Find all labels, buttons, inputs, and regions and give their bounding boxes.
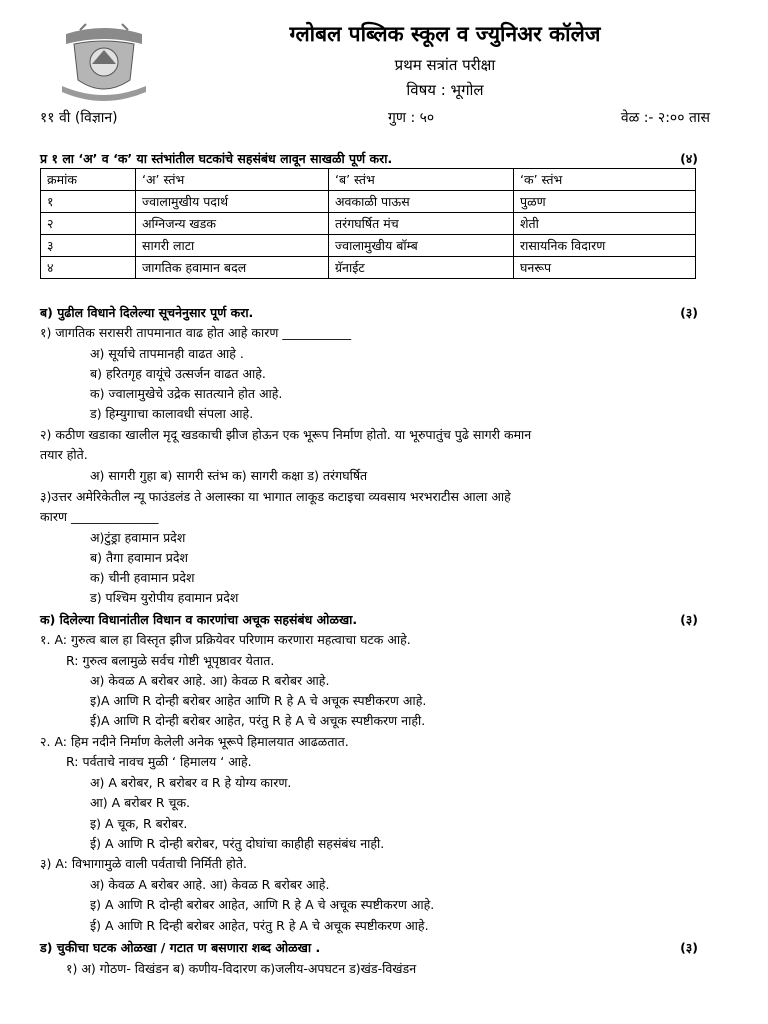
option-line: अ) सागरी गुहा ब) सागरी स्तंभ क) सागरी कक्षा ड) तरंगघर्षित	[90, 468, 368, 483]
school-name: ग्लोबल पब्लिक स्कूल व ज्युनिअर कॉलेज	[289, 22, 601, 46]
q1-heading	[40, 150, 698, 167]
question-line: २) कठीण खडाका खालील मृदू खडकाची झीज होऊन एक भूरूप निर्माण होतो. या भूरुपातुंच पुढे सागरी कमान	[40, 427, 532, 442]
table-cell: घनरूप	[514, 257, 696, 279]
qc-marks: (३)	[680, 612, 698, 627]
table-cell: रासायनिक विदारण	[514, 235, 696, 257]
option-line: इ)A आणि R दोन्ही बरोबर आहेत आणि R हे A चे अचूक स्पष्टीकरण आहे.	[90, 693, 427, 708]
qb-heading	[40, 304, 698, 321]
option-line: ई) A आणि R दोन्ही बरोबर, परंतु दोघांचा काहीही सहसंबंध नाही.	[90, 836, 385, 851]
question-line: ३)उत्तर अमेरिकेतील न्यू फाउंडलंड ते अलास्का या भागात लाकूड कटाइचा व्यवसाय भरभराटीस आला आहे	[40, 489, 511, 504]
question-line: तयार होते.	[40, 447, 88, 462]
table-cell: जागतिक हवामान बदल	[136, 257, 329, 279]
table-cell: १	[41, 191, 136, 213]
table-row	[41, 257, 696, 279]
table-cell: ज्वालामुखीय पदार्थ	[136, 191, 329, 213]
qb-marks: (३)	[680, 305, 698, 320]
table-cell: ग्रॅनाईट	[329, 257, 514, 279]
table-cell: २	[41, 213, 136, 235]
table-cell: शेती	[514, 213, 696, 235]
table-row	[41, 235, 696, 257]
option-line: अ) केवळ A बरोबर आहे. आ) केवळ R बरोबर आहे.	[90, 877, 330, 892]
qc-heading	[40, 611, 698, 628]
option-line: ड) पश्चिम युरोपीय हवामान प्रदेश	[90, 590, 239, 605]
table-cell: पुळण	[514, 191, 696, 213]
question-line: १) जागतिक सरासरी तापमानात वाढ होत आहे कारण ___________	[40, 325, 352, 340]
question-line: १. A: गुरुत्व बाल हा विस्तृत झीज प्रक्रियेवर परिणाम करणारा महत्वाचा घटक आहे.	[40, 632, 411, 647]
exam-name: प्रथम सत्रांत परीक्षा	[394, 56, 496, 74]
table-cell: ३	[41, 235, 136, 257]
table-header: ‘अ’ स्तंभ	[136, 169, 329, 191]
table-header: क्रमांक	[41, 169, 136, 191]
reason-line: R: पर्वताचे नावच मुळी ‘ हिमालय ‘ आहे.	[66, 754, 252, 769]
option-line: इ) A आणि R दोन्ही बरोबर आहेत, आणि R हे A चे अचूक स्पष्टीकरण आहे.	[90, 897, 435, 912]
school-logo	[56, 20, 152, 106]
question-line: ३) A: विभागामुळे वाली पर्वताची निर्मिती होते.	[40, 856, 247, 871]
table-row	[41, 213, 696, 235]
table-header: ‘ब’ स्तंभ	[329, 169, 514, 191]
option-line: ब) तैगा हवामान प्रदेश	[90, 550, 189, 565]
table-header: ‘क’ स्तंभ	[514, 169, 696, 191]
exam-duration: वेळ :- २:०० तास	[620, 110, 710, 126]
table-cell: अवकाळी पाऊस	[329, 191, 514, 213]
table-cell: सागरी लाटा	[136, 235, 329, 257]
option-line: ई) A आणि R दिन्ही बरोबर आहेत, परंतु R हे A चे अचूक स्पष्टीकरण आहे.	[90, 918, 429, 933]
table-cell: ज्वालामुखीय बॉम्ब	[329, 235, 514, 257]
table-cell: ४	[41, 257, 136, 279]
option-line: ब) हरितगृह वायूंचे उत्सर्जन वाढत आहे.	[90, 366, 266, 381]
option-line: क) ज्वालामुखेचे उद्रेक सातत्याने होत आहे.	[90, 386, 283, 401]
question-line: १) अ) गोठण- विखंडन ब) कणीय-विदारण क)जलीय-अपघटन ड)खंड-विखंडन	[66, 961, 417, 976]
table-header-row	[41, 169, 696, 191]
match-table	[40, 168, 696, 279]
qd-title: ड) चुकीचा घटक ओळखा / गटात ण बसणारा शब्द ओळखा .	[40, 940, 321, 955]
option-line: इ) A चूक, R बरोबर.	[90, 816, 188, 831]
option-line: क) चीनी हवामान प्रदेश	[90, 570, 195, 585]
option-line: अ) केवळ A बरोबर आहे. आ) केवळ R बरोबर आहे.	[90, 673, 330, 688]
table-cell: अग्निजन्य खडक	[136, 213, 329, 235]
option-line: ई)A आणि R दोन्ही बरोबर आहेत, परंतु R हे A चे अचूक स्पष्टीकरण नाही.	[90, 713, 426, 728]
qb-title: ब) पुढील विधाने दिलेल्या सूचनेनुसार पूर्ण करा.	[40, 305, 254, 320]
option-line: आ) A बरोबर R चूक.	[90, 795, 191, 810]
option-line: ड) हिम्युगाचा कालावधी संपला आहे.	[90, 406, 254, 421]
q1-marks: (४)	[680, 151, 698, 166]
table-cell: तरंगघर्षित मंच	[329, 213, 514, 235]
qd-marks: (३)	[680, 940, 698, 955]
qd-heading	[40, 939, 698, 956]
option-line: अ) सूर्याचे तापमानही वाढत आहे .	[90, 346, 244, 361]
total-marks: गुण : ५०	[388, 110, 435, 126]
table-row	[41, 191, 696, 213]
q1-title: प्र १ ला ‘अ’ व ‘क’ या स्तंभांतील घटकांचे सहसंबंध लावून साखळी पूर्ण करा.	[40, 151, 393, 166]
reason-line: R: गुरुत्व बलामुळे सर्वच गोष्टी भूपृष्ठावर येतात.	[66, 653, 275, 668]
qc-title: क) दिलेल्या विधानांतील विधान व कारणांचा अचूक सहसंबंध ओळखा.	[40, 612, 358, 627]
option-line: अ) A बरोबर, R बरोबर व R हे योग्य कारण.	[90, 775, 292, 790]
class-label: ११ वी (विज्ञान)	[40, 110, 118, 126]
subject-line: विषय : भूगोल	[406, 81, 484, 99]
question-line: कारण ______________	[40, 509, 159, 524]
option-line: अ)टुंड्रा हवामान प्रदेश	[90, 530, 186, 545]
exam-meta-row	[40, 108, 720, 128]
question-line: २. A: हिम नदीने निर्माण केलेली अनेक भूरूपे हिमालयात आढळतात.	[40, 734, 349, 749]
